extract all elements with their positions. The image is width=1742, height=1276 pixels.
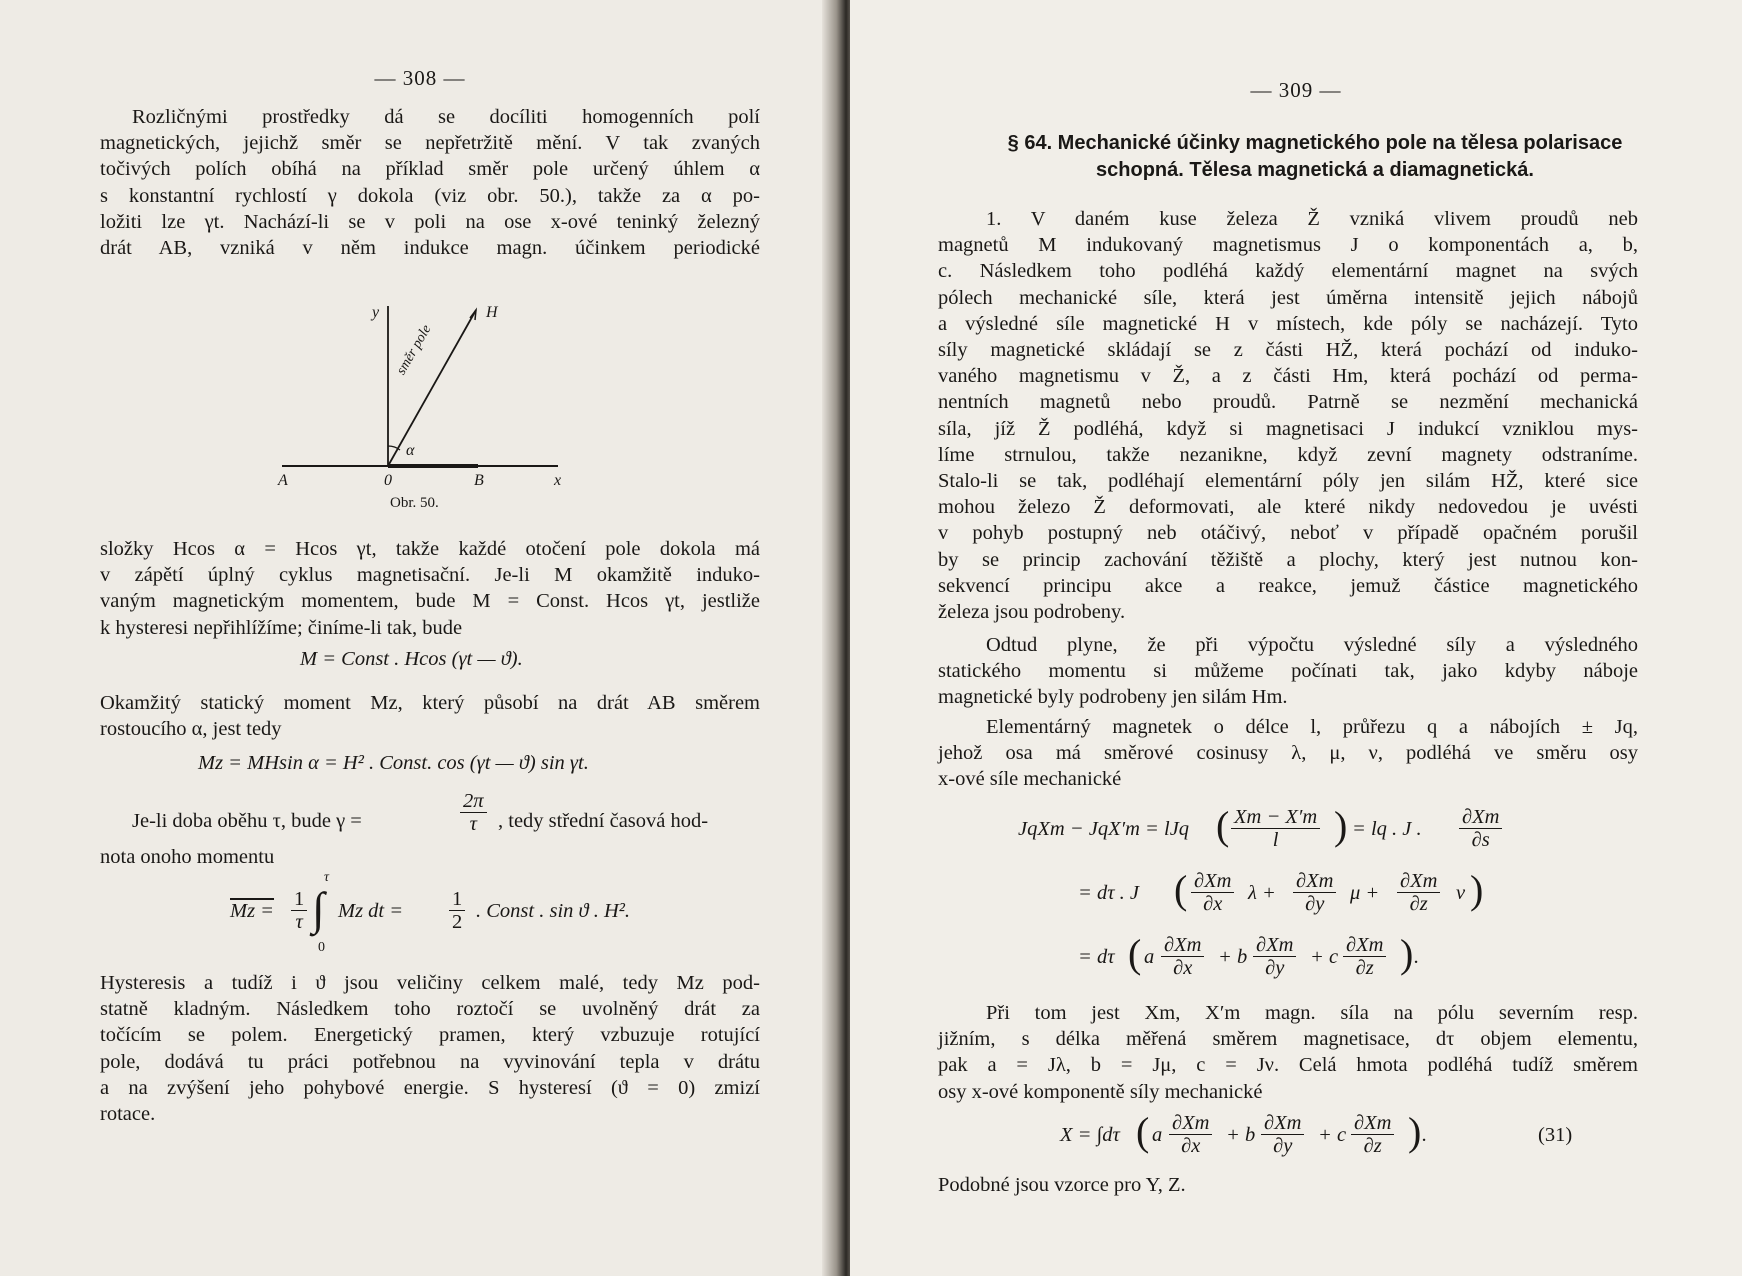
paragraph-4	[938, 1000, 1638, 1105]
text-line: pole, dodává tu práci potřebnou na vyvinování tepla v drátu	[100, 1050, 760, 1073]
eq-text: Mz dt =	[338, 900, 404, 922]
figure-50	[260, 300, 590, 520]
text-line: Stalo-li se tak, podléhají elementární póly jen silám HŽ, které sice	[938, 470, 1638, 493]
text-line: jižním, s délka měřená směrem magnetisace, dτ objem elementu,	[938, 1028, 1638, 1051]
equation-c	[1078, 928, 1598, 988]
label-smer-pole: směr pole	[394, 322, 435, 378]
text-line: v zápětí úplný cyklus magnetisační. Je-li M okamžitě induko-	[100, 564, 760, 587]
text-line: síly magnetické skládají se z části HŽ, která pochází od induko-	[938, 339, 1638, 362]
eq-text: = dτ . J	[1078, 882, 1140, 904]
eq-text: = lq . J .	[1352, 818, 1422, 840]
fraction	[1253, 934, 1296, 979]
integral-lower: 0	[318, 940, 325, 955]
frac-den: l	[1272, 829, 1279, 851]
section-heading	[930, 130, 1700, 184]
frac-den: ∂s	[1471, 829, 1490, 851]
fraction	[1161, 934, 1204, 979]
text-line: točivých polích obíhá na příklad směr pole určený úhlem α	[100, 158, 760, 181]
label-A: A	[278, 472, 288, 489]
text-line: ložiti lze γt. Nachází-li se v poli na ose x-ové teninký železný	[100, 210, 760, 233]
fraction	[1231, 806, 1320, 851]
paren: (	[1216, 803, 1230, 848]
text-line: síla, jíž Ž podléhá, když si magnetisaci J indukcí vzniklou mys-	[938, 417, 1638, 440]
text-line: 1. V daném kuse železa Ž vzniká vlivem proudů neb	[986, 208, 1638, 230]
text-line: rostoucího α, jest tedy	[100, 718, 282, 741]
text-line: s konstantní rychlostí γ dokola (viz obr. 50.), takže za α po-	[100, 184, 760, 207]
text-line: nentních magnetů nebo proudů. Patrně se nezmění mechanická	[938, 391, 1638, 414]
frac-den: τ	[295, 911, 303, 933]
frac-den: τ	[469, 813, 477, 835]
eq-text: + b	[1218, 946, 1248, 968]
paragraph-4	[100, 790, 760, 850]
frac-den: ∂y	[1273, 1135, 1293, 1157]
label-O: 0	[384, 472, 392, 489]
eq-text: = dτ	[1078, 946, 1115, 968]
frac-num: ∂Xm	[1191, 870, 1234, 893]
fraction	[1293, 870, 1336, 915]
frac-num: ∂Xm	[1261, 1112, 1304, 1135]
text-line: rotace.	[100, 1103, 156, 1126]
eq-text: .	[1414, 946, 1420, 968]
text-fragment: , tedy střední časová hod-	[498, 810, 709, 832]
eq-text: . Const . sin ϑ . H².	[476, 900, 631, 922]
fraction	[460, 790, 487, 835]
label-alpha: α	[406, 442, 415, 459]
eq-text: a	[1152, 1124, 1163, 1146]
frac-num: 1	[449, 888, 465, 911]
text-line: složky Hcos α = Hcos γt, takže každé otočení pole dokola má	[100, 538, 760, 560]
paren: (	[1136, 1109, 1150, 1154]
fraction	[1351, 1112, 1394, 1157]
figure-caption: Obr. 50.	[390, 495, 439, 511]
equation-31	[1060, 1106, 1500, 1166]
frac-den: ∂x	[1203, 893, 1223, 915]
equation-number: (31)	[1538, 1124, 1573, 1146]
frac-den: ∂y	[1265, 957, 1285, 979]
eq-text: + b	[1226, 1124, 1256, 1146]
frac-den: ∂z	[1409, 893, 1428, 915]
text-line: a na zvýšení jeho pohybové energie. S hysteresí (ϑ = 0) zmizí	[100, 1076, 760, 1099]
fraction	[291, 888, 307, 933]
fraction	[1261, 1112, 1304, 1157]
frac-den: ∂x	[1181, 1135, 1201, 1157]
paren: )	[1334, 803, 1348, 848]
fraction	[449, 888, 465, 933]
heading-line: schopná. Tělesa magnetická a diamagnetická.	[1096, 159, 1534, 181]
paragraph-5: Podobné jsou vzorce pro Y, Z.	[938, 1174, 1186, 1196]
text-line: pólech mechanické síle, která jest úměrna intensitě jejich nábojů	[938, 286, 1638, 309]
frac-num: 1	[291, 888, 307, 911]
eq-text: ν	[1456, 882, 1466, 904]
equation-1: M = Const . Hcos (γt — ϑ).	[300, 648, 523, 670]
equation-3	[230, 870, 650, 960]
integral-sign: ∫	[312, 883, 325, 934]
text-line: osy x-ové komponentě síly mechanické	[938, 1080, 1263, 1103]
text-line: sekvencí principu akce a reakce, jemuž částice magnetického	[938, 574, 1638, 597]
paren: )	[1400, 931, 1414, 976]
label-y: y	[372, 304, 380, 321]
label-H: H	[486, 304, 498, 321]
fraction	[1169, 1112, 1212, 1157]
frac-num: Xm − X′m	[1231, 806, 1320, 829]
page-number: — 309 —	[1250, 78, 1342, 102]
text-line: jehož osa má směrové cosinusy λ, μ, ν, podléhá ve směru osy	[938, 742, 1638, 765]
text-line: Hysteresis a tudíž i ϑ jsou veličiny celkem malé, tedy Mz pod-	[100, 972, 760, 994]
text-line: vaným magnetickým momentem, bude M = Const. Hcos γt, jestliže	[100, 590, 760, 613]
text-fragment: Je-li doba oběhu τ, bude γ =	[132, 810, 362, 832]
frac-num: ∂Xm	[1343, 934, 1386, 957]
frac-den: ∂y	[1305, 893, 1325, 915]
text-line: v pohyb postupný neb otáčivý, neboť v případě opačném porušil	[938, 522, 1638, 545]
frac-num: ∂Xm	[1459, 806, 1502, 829]
heading-line: § 64. Mechanické účinky magnetického pole na tělesa polarisace	[1007, 132, 1623, 154]
text-line: Okamžitý statický moment Mz, který působí na drát AB směrem	[100, 692, 760, 714]
text-line: c. Následkem toho podléhá každý elementární magnet na svých	[938, 260, 1638, 283]
text-line: k hysteresi nepřihlížíme; činíme-li tak, bude	[100, 616, 463, 639]
paragraph-4-line-2: nota onoho momentu	[100, 846, 275, 868]
paren: )	[1408, 1109, 1422, 1154]
frac-num: ∂Xm	[1253, 934, 1296, 957]
text-line: magnetické byly podrobeny jen silám Hm.	[938, 686, 1288, 709]
eq-text: + c	[1318, 1124, 1347, 1146]
text-line: Elementárný magnetek o délce l, průřezu q a nábojích ± Jq,	[986, 716, 1638, 738]
paren: (	[1128, 931, 1142, 976]
paragraph-2	[938, 632, 1638, 711]
paragraph-3	[100, 690, 760, 742]
paragraph-1	[100, 104, 760, 261]
fraction	[1397, 870, 1440, 915]
text-line: Při tom jest Xm, X′m magn. síla na pólu severním resp.	[986, 1002, 1638, 1024]
eq-text: X = ∫dτ	[1060, 1124, 1120, 1146]
text-line: železa jsou podrobeny.	[938, 601, 1126, 624]
frac-num: ∂Xm	[1161, 934, 1204, 957]
text-line: statického momentu si můžeme počínati tak, jako kdyby náboje	[938, 660, 1638, 683]
frac-num: ∂Xm	[1169, 1112, 1212, 1135]
page-number: — 308 —	[374, 66, 466, 90]
text-line: pak a = Jλ, b = Jμ, c = Jν. Celá hmota podléhá tudíž směrem	[938, 1054, 1638, 1077]
paren: (	[1174, 867, 1188, 912]
text-line: Rozličnými prostředky dá se docíliti homogenních polí	[132, 106, 760, 128]
paragraph-3	[938, 714, 1638, 793]
text-line: by se princip zachování těžiště a plochy, který jest nutnou kon-	[938, 548, 1638, 571]
left-page	[0, 0, 840, 1276]
text-line: magnetů M indukovaný magnetismus J o komponentách a, b,	[938, 234, 1638, 257]
frac-num: ∂Xm	[1351, 1112, 1394, 1135]
label-B: B	[474, 472, 484, 489]
frac-num: ∂Xm	[1293, 870, 1336, 893]
text-line: Odtud plyne, že při výpočtu výsledné síly a výsledného	[986, 634, 1638, 656]
eq-text: μ +	[1350, 882, 1380, 904]
eq-text: + c	[1310, 946, 1339, 968]
text-line: točícím se polem. Energetický pramen, který vzbuzuje rotující	[100, 1024, 760, 1047]
text-line: a výsledné síle magnetické H v místech, kde póly se nacházejí. Tyto	[938, 312, 1638, 335]
text-line: líme strnulou, takže nezanikne, když zevní magnety odstraníme.	[938, 443, 1638, 466]
label-x: x	[554, 472, 562, 489]
right-page	[850, 0, 1742, 1276]
fraction	[1343, 934, 1386, 979]
frac-den: ∂x	[1173, 957, 1193, 979]
paragraph-2	[100, 536, 760, 641]
eq-text: a	[1144, 946, 1155, 968]
paren: )	[1470, 867, 1484, 912]
equation-b	[1078, 864, 1598, 924]
fraction	[1191, 870, 1234, 915]
paragraph-5	[100, 970, 760, 1127]
paragraph-1	[938, 206, 1638, 625]
frac-den: 2	[452, 911, 463, 933]
text-line: mohou železo Ž deformovati, ale které nikdy nedovedou je uvésti	[938, 496, 1638, 519]
integral-upper: τ	[324, 870, 330, 885]
frac-den: ∂z	[1363, 1135, 1382, 1157]
eq-text: .	[1422, 1124, 1428, 1146]
equation-2: Mz = MHsin α = H² . Const. cos (γt — ϑ) sin γt.	[198, 752, 589, 774]
text-line: vaného magnetismu v Ž, a z části Hm, která pochází od perma-	[938, 365, 1638, 388]
frac-num: ∂Xm	[1397, 870, 1440, 893]
text-line: x-ové síle mechanické	[938, 768, 1122, 791]
text-line: statně kladným. Následkem toho roztočí se uvolněný drát za	[100, 998, 760, 1021]
frac-num: 2π	[460, 790, 487, 813]
fraction	[1459, 806, 1502, 851]
eq-text: JqXm − JqX′m = lJq	[1018, 818, 1190, 840]
text-line: magnetických, jejichž směr se nepřetržitě mění. V tak zvaných	[100, 132, 760, 155]
frac-den: ∂z	[1355, 957, 1374, 979]
eq-text: λ +	[1248, 882, 1276, 904]
equation-a	[1018, 800, 1578, 860]
text-line: drát AB, vzniká v něm indukce magn. účinkem periodické	[100, 237, 760, 260]
eq-text: Mz =	[230, 900, 275, 922]
